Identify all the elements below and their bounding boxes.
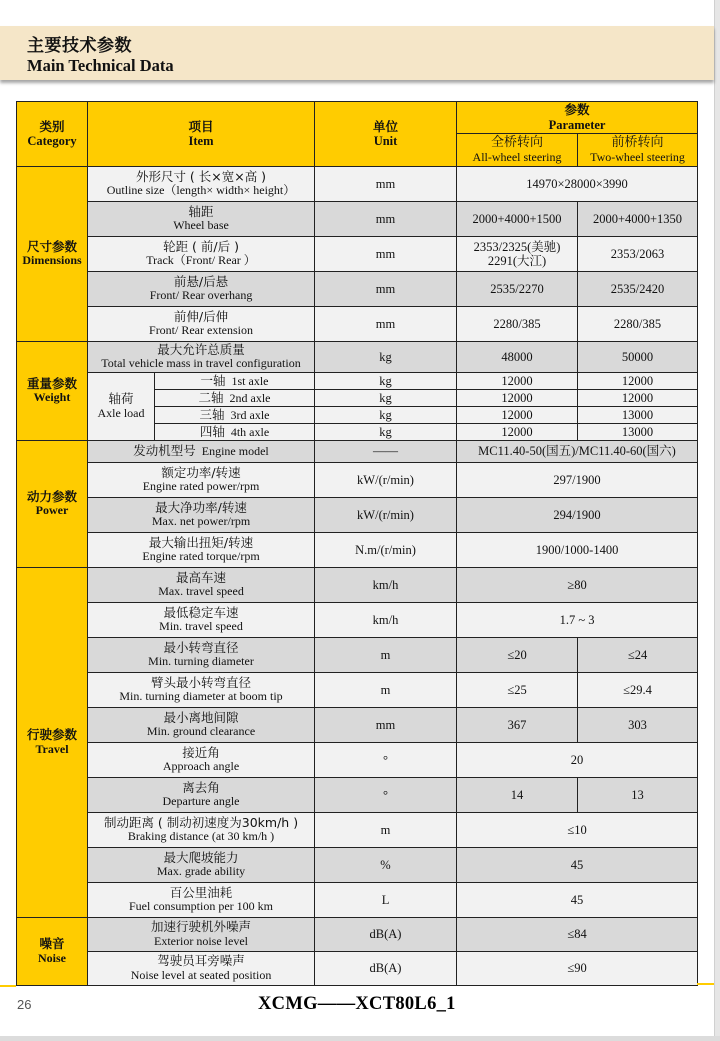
item-rated-torque: 最大输出扭矩/转速 Engine rated torque/rpm	[88, 533, 315, 568]
category-weight: 重量参数 Weight	[17, 342, 88, 441]
footer-model-name: XCMG——XCT80L6_1	[258, 994, 456, 1014]
unit-cell: kg	[315, 390, 457, 407]
unit-cell: km/h	[315, 568, 457, 603]
table-row	[17, 778, 698, 813]
item-approach-angle: 接近角 Approach angle	[88, 743, 315, 778]
item-seated-noise: 驾驶员耳旁噪声 Noise level at seated position	[88, 952, 315, 986]
unit-cell: ——	[315, 441, 457, 463]
table-row	[17, 952, 698, 986]
value-cell: ≤84	[457, 918, 698, 952]
item-exterior-noise: 加速行驶机外噪声 Exterior noise level	[88, 918, 315, 952]
unit-cell: kg	[315, 342, 457, 373]
value-two-wheel: ≤24	[578, 638, 698, 673]
value-cell: ≤10	[457, 813, 698, 848]
unit-cell: mm	[315, 237, 457, 272]
value-all-wheel: 2353/2325(美驰) 2291(大江)	[457, 237, 578, 272]
page-edge	[714, 0, 720, 1041]
table-row	[17, 441, 698, 463]
unit-cell: kg	[315, 424, 457, 441]
table-row	[17, 848, 698, 883]
value-cell: 45	[457, 848, 698, 883]
item-total-mass: 最大允许总质量 Total vehicle mass in travel configuration	[88, 342, 315, 373]
table-row	[17, 202, 698, 237]
item-track: 轮距 ( 前/后 ) Track（Front/ Rear ）	[88, 237, 315, 272]
unit-cell: mm	[315, 272, 457, 307]
unit-cell: m	[315, 673, 457, 708]
value-cell: 45	[457, 883, 698, 918]
value-all-wheel: 12000	[457, 424, 578, 441]
table-row	[17, 708, 698, 743]
table-row	[17, 307, 698, 342]
unit-cell: kW/(r/min)	[315, 463, 457, 498]
item-departure-angle: 离去角 Departure angle	[88, 778, 315, 813]
value-all-wheel: ≤25	[457, 673, 578, 708]
header-category: 类别 Category	[17, 102, 88, 167]
unit-cell: dB(A)	[315, 918, 457, 952]
table-row	[17, 498, 698, 533]
table-row	[17, 883, 698, 918]
item-net-power: 最大净功率/转速 Max. net power/rpm	[88, 498, 315, 533]
value-cell: 14970×28000×3990	[457, 167, 698, 202]
table-row	[17, 342, 698, 373]
item-outline-size: 外形尺寸 ( 长×宽×高 ) Outline size（length× width× height）	[88, 167, 315, 202]
page-bottom-edge	[0, 1036, 720, 1041]
value-two-wheel: 2000+4000+1350	[578, 202, 698, 237]
table-row	[17, 237, 698, 272]
header-item: 项目 Item	[88, 102, 315, 167]
value-all-wheel: 12000	[457, 407, 578, 424]
page-title-en: Main Technical Data	[27, 56, 174, 75]
table-row	[17, 463, 698, 498]
category-dimensions: 尺寸参数 Dimensions	[17, 167, 88, 342]
value-two-wheel: 2535/2420	[578, 272, 698, 307]
item-axle-3: 三轴 3rd axle	[155, 407, 315, 424]
unit-cell: L	[315, 883, 457, 918]
technical-data-table	[16, 101, 698, 986]
value-two-wheel: 13000	[578, 424, 698, 441]
item-grade-ability: 最大爬坡能力 Max. grade ability	[88, 848, 315, 883]
value-cell: MC11.40-50(国五)/MC11.40-60(国六)	[457, 441, 698, 463]
unit-cell: mm	[315, 167, 457, 202]
value-two-wheel: 50000	[578, 342, 698, 373]
header-all-wheel-steering: 全桥转向 All-wheel steering	[457, 134, 578, 167]
category-power: 动力参数 Power	[17, 441, 88, 568]
footer-accent-line-right	[697, 983, 714, 985]
value-all-wheel: 48000	[457, 342, 578, 373]
category-travel: 行驶参数 Travel	[17, 568, 88, 918]
item-braking-distance: 制动距离 ( 制动初速度为30km/h ) Braking distance (at 30 km/h )	[88, 813, 315, 848]
title-band	[0, 26, 714, 80]
item-max-speed: 最高车速 Max. travel speed	[88, 568, 315, 603]
value-cell: 297/1900	[457, 463, 698, 498]
item-axle-4: 四轴 4th axle	[155, 424, 315, 441]
header-unit: 单位 Unit	[315, 102, 457, 167]
unit-cell: °	[315, 743, 457, 778]
item-axle-1: 一轴 1st axle	[155, 373, 315, 390]
unit-cell: mm	[315, 708, 457, 743]
unit-cell: m	[315, 638, 457, 673]
value-cell: 1.7 ~ 3	[457, 603, 698, 638]
value-all-wheel: 12000	[457, 390, 578, 407]
value-all-wheel: 2535/2270	[457, 272, 578, 307]
table-row	[17, 673, 698, 708]
item-ground-clearance: 最小离地间隙 Min. ground clearance	[88, 708, 315, 743]
value-all-wheel: 2000+4000+1500	[457, 202, 578, 237]
value-cell: ≥80	[457, 568, 698, 603]
unit-cell: N.m/(r/min)	[315, 533, 457, 568]
value-two-wheel: 13000	[578, 407, 698, 424]
value-all-wheel: ≤20	[457, 638, 578, 673]
table-row	[17, 568, 698, 603]
value-two-wheel: 13	[578, 778, 698, 813]
header-parameter: 参数 Parameter	[457, 102, 698, 134]
item-axle-2: 二轴 2nd axle	[155, 390, 315, 407]
value-cell: 294/1900	[457, 498, 698, 533]
item-engine-model: 发动机型号 Engine model	[88, 441, 315, 463]
value-all-wheel: 14	[457, 778, 578, 813]
table-row	[17, 918, 698, 952]
table-row	[17, 272, 698, 307]
table-row	[17, 167, 698, 202]
unit-cell: °	[315, 778, 457, 813]
header-two-wheel-steering: 前桥转向 Two-wheel steering	[578, 134, 698, 167]
table-row	[17, 533, 698, 568]
item-wheel-base: 轴距 Wheel base	[88, 202, 315, 237]
table-row	[17, 743, 698, 778]
item-fuel-consumption: 百公里油耗 Fuel consumption per 100 km	[88, 883, 315, 918]
value-all-wheel: 367	[457, 708, 578, 743]
item-overhang: 前悬/后悬 Front/ Rear overhang	[88, 272, 315, 307]
value-cell: ≤90	[457, 952, 698, 986]
item-boom-tip-turning-diameter: 臂头最小转弯直径 Min. turning diameter at boom tip	[88, 673, 315, 708]
unit-cell: kg	[315, 373, 457, 390]
item-axle-load: 轴荷 Axle load	[88, 373, 155, 441]
table-row	[17, 603, 698, 638]
item-extension: 前伸/后伸 Front/ Rear extension	[88, 307, 315, 342]
category-noise: 噪音 Noise	[17, 918, 88, 986]
item-rated-power: 额定功率/转速 Engine rated power/rpm	[88, 463, 315, 498]
value-two-wheel: 2353/2063	[578, 237, 698, 272]
table-row	[17, 813, 698, 848]
page-title-cn: 主要技术参数	[27, 36, 132, 56]
table-row	[17, 373, 698, 390]
value-cell: 1900/1000-1400	[457, 533, 698, 568]
unit-cell: m	[315, 813, 457, 848]
footer-accent-line	[0, 985, 16, 987]
table-header-row	[17, 102, 698, 134]
value-two-wheel: 303	[578, 708, 698, 743]
page-number: 26	[17, 997, 32, 1012]
unit-cell: mm	[315, 202, 457, 237]
value-two-wheel: 12000	[578, 390, 698, 407]
unit-cell: mm	[315, 307, 457, 342]
unit-cell: kg	[315, 407, 457, 424]
unit-cell: %	[315, 848, 457, 883]
value-all-wheel: 2280/385	[457, 307, 578, 342]
value-cell: 20	[457, 743, 698, 778]
unit-cell: dB(A)	[315, 952, 457, 986]
value-two-wheel: 12000	[578, 373, 698, 390]
value-all-wheel: 12000	[457, 373, 578, 390]
unit-cell: km/h	[315, 603, 457, 638]
value-two-wheel: ≤29.4	[578, 673, 698, 708]
table-row	[17, 638, 698, 673]
unit-cell: kW/(r/min)	[315, 498, 457, 533]
item-min-speed: 最低稳定车速 Min. travel speed	[88, 603, 315, 638]
item-turning-diameter: 最小转弯直径 Min. turning diameter	[88, 638, 315, 673]
value-two-wheel: 2280/385	[578, 307, 698, 342]
